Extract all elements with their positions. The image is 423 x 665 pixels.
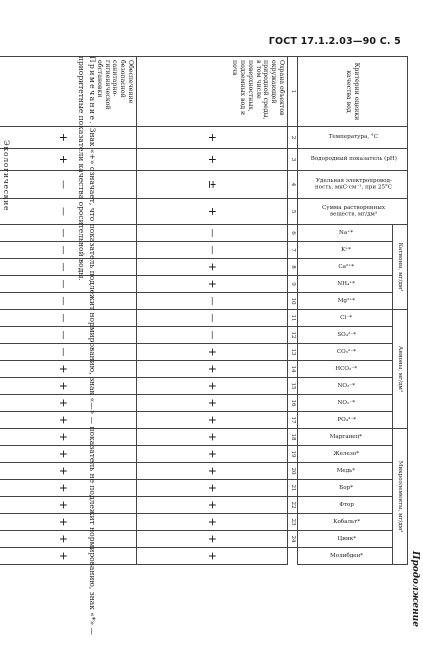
column-number: 21 xyxy=(288,480,298,497)
temperature-header: Температура, °С xyxy=(298,127,408,149)
column-number: 19 xyxy=(288,446,298,463)
cation-header: Na⁺* xyxy=(298,225,393,242)
table-cell: — xyxy=(0,242,137,259)
table-cell: + xyxy=(0,531,137,548)
page-header: ГОСТ 17.1.2.03—90 С. 5 xyxy=(268,36,401,47)
anions-group-header: Анионы, мг/дм³ xyxy=(393,310,408,429)
table-cell: — xyxy=(137,310,288,327)
micro-group-header: Микроэлементы, мг/дм³ xyxy=(393,429,408,565)
table-cell: — xyxy=(0,327,137,344)
table-cell: — xyxy=(0,225,137,242)
table-cell: — xyxy=(0,259,137,276)
table-cell: + xyxy=(137,548,288,565)
table-cell: + xyxy=(137,531,288,548)
table-cell: — xyxy=(0,276,137,293)
criteria-header: Критерии оценки качества вод xyxy=(298,57,408,127)
column-number: 20 xyxy=(288,463,298,480)
column-number: 10 xyxy=(288,293,298,310)
table-cell: ± xyxy=(137,171,288,199)
dissolved-header: Сумма растворенных веществ, мг/дм³ xyxy=(298,199,408,225)
table-cell: — xyxy=(0,293,137,310)
column-numbers-row xyxy=(288,57,298,565)
rotated-table-page xyxy=(10,56,420,656)
column-number: 24 xyxy=(288,531,298,548)
column-number: 11 xyxy=(288,310,298,327)
table-cell: + xyxy=(137,514,288,531)
table-cell: — xyxy=(0,199,137,225)
table-cell: + xyxy=(137,480,288,497)
table-cell: + xyxy=(137,149,288,171)
water-quality-table xyxy=(0,56,408,565)
table-cell: — xyxy=(0,171,137,199)
column-number: 18 xyxy=(288,429,298,446)
note-text: Знак «+» означает, что показатель подлежит нормированию, знак «—» — показатель не подлежит нормированию, знак «*» — приоритетные показатели качества оросительной воды. xyxy=(76,56,97,636)
table-cell: + xyxy=(0,480,137,497)
micro-header: Молибден* xyxy=(298,548,393,565)
column-number: 9 xyxy=(288,276,298,293)
column-number: 1 xyxy=(288,57,298,127)
table-cell: + xyxy=(137,259,288,276)
table-cell: + xyxy=(137,463,288,480)
table-cell: + xyxy=(0,395,137,412)
ph-header: Водородный показатель (рН) xyxy=(298,149,408,171)
anion-header: CO₃²⁻* xyxy=(298,344,393,361)
table-cell: + xyxy=(137,199,288,225)
table-cell: — xyxy=(137,293,288,310)
table-cell: + xyxy=(137,276,288,293)
table-cell: + xyxy=(0,127,137,149)
table-cell: + xyxy=(137,395,288,412)
micro-header: Бор* xyxy=(298,480,393,497)
anion-header: NO₂⁻* xyxy=(298,395,393,412)
anion-header: SO₄²⁻* xyxy=(298,327,393,344)
anion-header: NO₃⁻* xyxy=(298,378,393,395)
column-number: 5 xyxy=(288,199,298,225)
column-number: 4 xyxy=(288,171,298,199)
micro-header: Железо* xyxy=(298,446,393,463)
micro-header: Марганец* xyxy=(298,429,393,446)
row-criteria: Охрана объектов окружающей природной среды, в том числе поверхностных, подземных вод и почв xyxy=(137,57,288,127)
cation-header: K⁺* xyxy=(298,242,393,259)
column-number: 7 xyxy=(288,242,298,259)
column-number: 13 xyxy=(288,344,298,361)
note-label: Примечание. xyxy=(88,56,97,126)
table-cell: + xyxy=(137,378,288,395)
table-row xyxy=(137,57,288,565)
column-number: 17 xyxy=(288,412,298,429)
column-number: 2 xyxy=(288,127,298,149)
table-cell: + xyxy=(137,361,288,378)
column-number: 8 xyxy=(288,259,298,276)
column-number: 12 xyxy=(288,327,298,344)
table-cell: + xyxy=(137,429,288,446)
table-cell: + xyxy=(0,412,137,429)
continuation-label: Продолжение xyxy=(410,551,420,627)
table-cell: + xyxy=(0,361,137,378)
table-cell: + xyxy=(0,149,137,171)
micro-header: Цинк* xyxy=(298,531,393,548)
side-label: Экологические xyxy=(2,140,11,212)
table-cell: + xyxy=(0,378,137,395)
micro-header: Кобальт* xyxy=(298,514,393,531)
table-cell: + xyxy=(137,344,288,361)
table-cell: + xyxy=(0,514,137,531)
table-cell: + xyxy=(0,548,137,565)
conductivity-header: Удельная электропровод-ность, мкС·см⁻¹, при 25°С xyxy=(298,171,408,199)
table-cell: — xyxy=(137,225,288,242)
table-row xyxy=(0,57,137,565)
anion-header: HCO₃⁻* xyxy=(298,361,393,378)
column-number: 22 xyxy=(288,497,298,514)
column-number: 6 xyxy=(288,225,298,242)
table-cell: + xyxy=(0,463,137,480)
table-cell: — xyxy=(137,327,288,344)
cation-header: Mg²⁺* xyxy=(298,293,393,310)
table-cell: + xyxy=(0,497,137,514)
table-note xyxy=(76,56,99,656)
cation-header: Ca²⁺* xyxy=(298,259,393,276)
cations-group-header: Катионы, мг/дм³ xyxy=(393,225,408,310)
cation-header: NH₄⁺* xyxy=(298,276,393,293)
micro-header: Фтор xyxy=(298,497,393,514)
table-cell: + xyxy=(0,446,137,463)
column-number: 15 xyxy=(288,378,298,395)
anion-header: PO₄³⁻* xyxy=(298,412,393,429)
row-criteria: Обеспечение безопасной санитарно-гигиенической обстановки xyxy=(0,57,137,127)
anion-header: Cl⁻* xyxy=(298,310,393,327)
micro-header: Медь* xyxy=(298,463,393,480)
table-cell: + xyxy=(0,429,137,446)
column-number: 14 xyxy=(288,361,298,378)
table-cell: — xyxy=(0,344,137,361)
table-cell: — xyxy=(137,242,288,259)
column-number: 23 xyxy=(288,514,298,531)
column-number: 16 xyxy=(288,395,298,412)
table-cell: + xyxy=(137,497,288,514)
table-cell: + xyxy=(137,446,288,463)
column-number: 3 xyxy=(288,149,298,171)
table-cell: — xyxy=(0,310,137,327)
table-cell: + xyxy=(137,412,288,429)
table-cell: + xyxy=(137,127,288,149)
